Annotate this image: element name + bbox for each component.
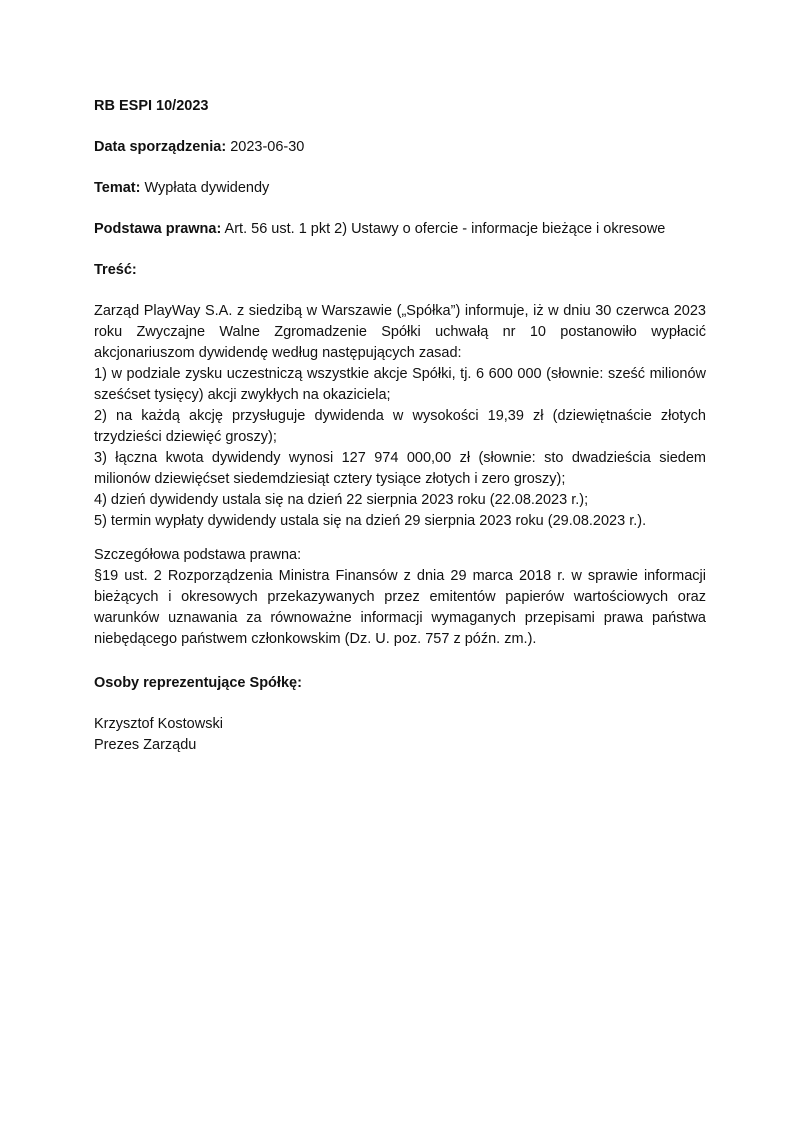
body-intro: Zarząd PlayWay S.A. z siedzibą w Warszawie („Spółka”) informuje, iż w dniu 30 czerwca 2023 roku Zwyczajne Walne Zgromadzenie Spółki uchwałą nr 10 postanowiło wypłacić akcjonariuszom dywidendę według następujących zasad: xyxy=(94,303,706,361)
body-item-2: 2) na każdą akcję przysługuje dywidenda w wysokości 19,39 zł (dziewiętnaście złotych trzydzieści dziewięć groszy); xyxy=(94,408,706,445)
field-legal-basis-label: Podstawa prawna: xyxy=(94,221,222,237)
field-legal-basis-value: Art. 56 ust. 1 pkt 2) Ustawy o ofercie - informacje bieżące i okresowe xyxy=(224,221,666,237)
representative-name: Krzysztof Kostowski xyxy=(94,716,223,732)
detailed-legal-basis xyxy=(94,545,706,650)
signature-block xyxy=(94,714,706,756)
field-subject-value: Wypłata dywidendy xyxy=(144,180,270,196)
representatives-heading: Osoby reprezentujące Spółkę: xyxy=(94,675,302,691)
detailed-legal-basis-heading: Szczegółowa podstawa prawna: xyxy=(94,547,302,563)
body-item-5: 5) termin wypłaty dywidendy ustala się na dzień 29 sierpnia 2023 roku (29.08.2023 r.). xyxy=(94,513,647,529)
field-date-label: Data sporządzenia: xyxy=(94,139,227,155)
content-heading: Treść: xyxy=(94,262,137,278)
representative-title: Prezes Zarządu xyxy=(94,737,197,753)
body-item-4: 4) dzień dywidendy ustala się na dzień 22 sierpnia 2023 roku (22.08.2023 r.); xyxy=(94,492,589,508)
field-subject xyxy=(94,178,706,199)
body-item-3: 3) łączna kwota dywidendy wynosi 127 974 000,00 zł (słownie: sto dwadzieścia siedem milionów dziewięćset siedemdziesiąt cztery tysiące złotych i zero groszy); xyxy=(94,450,706,487)
field-date-value: 2023-06-30 xyxy=(230,139,305,155)
field-subject-label: Temat: xyxy=(94,180,141,196)
report-number: RB ESPI 10/2023 xyxy=(94,98,209,114)
detailed-legal-basis-text: §19 ust. 2 Rozporządzenia Ministra Finansów z dnia 29 marca 2018 r. w sprawie informacji bieżących i okresowych przekazywanych przez emitentów papierów wartościowych oraz warunków uznawania za równoważne informacji wymaganych przepisami prawa państwa niebędącego państwem członkowskim (Dz. U. poz. 757 z późn. zm.). xyxy=(94,568,706,647)
field-legal-basis xyxy=(94,219,706,240)
espi-report xyxy=(94,96,706,756)
report-body xyxy=(94,301,706,532)
field-date xyxy=(94,137,706,158)
body-item-1: 1) w podziale zysku uczestniczą wszystkie akcje Spółki, tj. 6 600 000 (słownie: sześć milionów sześćset tysięcy) akcji zwykłych na okaziciela; xyxy=(94,366,706,403)
